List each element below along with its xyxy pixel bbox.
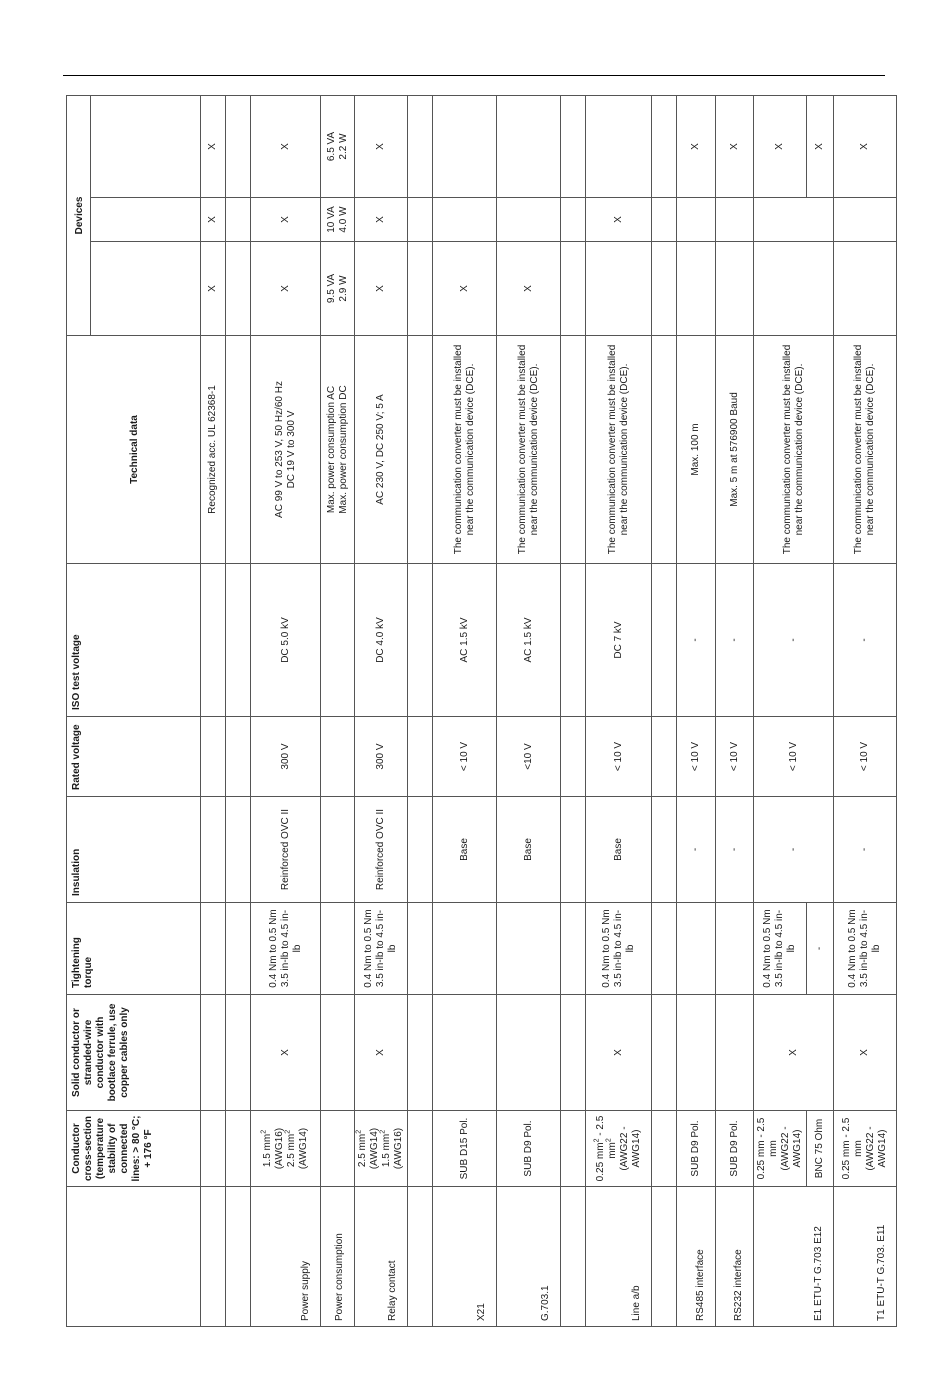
device-2-cell: X bbox=[201, 198, 226, 242]
rated-voltage-cell: < 10 V bbox=[677, 717, 716, 797]
technical-data-cell: Max. power consumption AC Max. power consumption DC bbox=[321, 336, 355, 564]
cross-section-cell: BNC 75 Ohm bbox=[807, 1111, 834, 1187]
device-2-cell: X bbox=[251, 198, 321, 242]
iso-test-cell: DC 7 kV bbox=[586, 564, 652, 717]
iso-test-cell: AC 1.5 kV bbox=[497, 564, 561, 717]
iso-test-cell: DC 5.0 kV bbox=[251, 564, 321, 717]
row-label-power-supply: Power supply bbox=[251, 1187, 321, 1327]
device-3-cell: X bbox=[754, 96, 807, 198]
insulation-cell: Base bbox=[497, 797, 561, 903]
iso-test-cell: AC 1.5 kV bbox=[433, 564, 497, 717]
device-1-cell: 9.5 VA 2.9 W bbox=[321, 242, 355, 336]
cross-section-cell: 2.5 $mm^2$ (AWG14) 1.5 $mm^2$ (AWG16) bbox=[355, 1111, 408, 1187]
table-row bbox=[586, 96, 652, 1327]
row-label-rs485: RS485 interface bbox=[677, 1187, 716, 1327]
table-row bbox=[677, 96, 716, 1327]
torque-cell: 0.4 Nm to 0.5 Nm 3.5 in-lb to 4.5 in-lb bbox=[355, 903, 408, 995]
table-row bbox=[834, 96, 897, 1327]
row-label-x21: X21 bbox=[433, 1187, 497, 1327]
device-3-cell: 6.5 VA 2.2 W bbox=[321, 96, 355, 198]
cross-section-header: Conductor cross-section (temperature stability of connected lines: > 80 °C; + 176 °F bbox=[67, 1111, 201, 1187]
table-row bbox=[355, 96, 408, 1327]
table-row bbox=[754, 96, 807, 1327]
row-label-power-consumption: Power consumption bbox=[321, 1187, 355, 1327]
header-rule bbox=[63, 75, 885, 76]
technical-data-cell: The communication converter must be installed near the communication device (DCE). bbox=[834, 336, 897, 564]
device-3-header bbox=[91, 96, 201, 198]
row-label-e1: E1 ETU-T G.703 E12 bbox=[754, 1187, 834, 1327]
table-row bbox=[251, 96, 321, 1327]
cross-section-cell: 0.25 $mm^2 - 2.5$ $mm^2$ (AWG22 - AWG14) bbox=[586, 1111, 652, 1187]
device-1-cell: X bbox=[251, 242, 321, 336]
iso-test-cell: - bbox=[716, 564, 754, 717]
technical-data-cell: The communication converter must be installed near the communication device (DCE). bbox=[586, 336, 652, 564]
table-row bbox=[201, 96, 226, 1327]
rated-voltage-cell: < 10 V bbox=[754, 717, 834, 797]
torque-cell: 0.4 Nm to 0.5 Nm 3.5 in-lb to 4.5 in-lb bbox=[834, 903, 897, 995]
technical-data-cell: Max. 100 m bbox=[677, 336, 716, 564]
torque-cell: 0.4 Nm to 0.5 Nm 3.5 in-lb to 4.5 in-lb bbox=[586, 903, 652, 995]
device-1-header bbox=[91, 242, 201, 336]
solid-conductor-header: Solid conductor or stranded-wire conductor with bootlace ferrule, use copper cables only bbox=[67, 995, 201, 1111]
row-label-t1: T1 ETU-T G.703. E11 bbox=[834, 1187, 897, 1327]
insulation-header: Insulation bbox=[67, 797, 201, 903]
spacer-row bbox=[561, 96, 586, 1327]
device-1-cell: X bbox=[201, 242, 226, 336]
rated-voltage-cell: 300 V bbox=[355, 717, 408, 797]
table-row bbox=[497, 96, 561, 1327]
insulation-cell: - bbox=[677, 797, 716, 903]
name-header bbox=[67, 1187, 201, 1327]
cross-section-cell: SUB D15 Pol. bbox=[433, 1111, 497, 1187]
insulation-cell: - bbox=[834, 797, 897, 903]
technical-data-cell: Max. 5 m at 576900 Baud bbox=[716, 336, 754, 564]
cross-section-cell: 1.5 $mm^2$ (AWG16) 2.5 $mm^2$ (AWG14) bbox=[251, 1111, 321, 1187]
device-3-cell: X bbox=[355, 96, 408, 198]
technical-data-cell: The communication converter must be installed near the communication device (DCE). bbox=[497, 336, 561, 564]
device-3-cell: X bbox=[201, 96, 226, 198]
rated-voltage-cell: <10 V bbox=[497, 717, 561, 797]
iso-test-header: ISO test voltage bbox=[67, 564, 201, 717]
device-1-cell: X bbox=[355, 242, 408, 336]
row-label-relay-contact: Relay contact bbox=[355, 1187, 408, 1327]
torque-cell: - bbox=[807, 903, 834, 995]
iso-test-cell: - bbox=[834, 564, 897, 717]
cross-section-cell: 0.25 mm - 2.5 mm (AWG22 - AWG14) bbox=[834, 1111, 897, 1187]
device-1-cell: X bbox=[497, 242, 561, 336]
insulation-cell: Reinforced OVC II bbox=[251, 797, 321, 903]
cross-section-cell: SUB D9 Pol. bbox=[497, 1111, 561, 1187]
rated-voltage-cell: < 10 V bbox=[834, 717, 897, 797]
header-row bbox=[67, 96, 91, 1327]
spacer-row bbox=[408, 96, 433, 1327]
device-3-cell: X bbox=[251, 96, 321, 198]
insulation-cell: Base bbox=[433, 797, 497, 903]
table-row bbox=[716, 96, 754, 1327]
cross-section-cell: SUB D9 Pol. bbox=[677, 1111, 716, 1187]
spacer-row bbox=[226, 96, 251, 1327]
cross-section-cell: 0.25 mm - 2.5 mm (AWG22 - AWG14) bbox=[754, 1111, 807, 1187]
spacer-row bbox=[652, 96, 677, 1327]
technical-data-cell: AC 230 V, DC 250 V; 5 A bbox=[355, 336, 408, 564]
technical-data-header: Technical data bbox=[67, 336, 201, 564]
technical-data-cell: Recognized acc. UL 62368-1 bbox=[201, 336, 226, 564]
solid-conductor-cell: X bbox=[834, 995, 897, 1111]
insulation-cell: - bbox=[716, 797, 754, 903]
technical-data-cell: The communication converter must be installed near the communication device (DCE). bbox=[433, 336, 497, 564]
device-3-cell: X bbox=[677, 96, 716, 198]
rated-voltage-cell: 300 V bbox=[251, 717, 321, 797]
row-label-g7031: G.703.1 bbox=[497, 1187, 561, 1327]
iso-test-cell: - bbox=[754, 564, 834, 717]
rated-voltage-cell: < 10 V bbox=[433, 717, 497, 797]
solid-conductor-cell: X bbox=[586, 995, 652, 1111]
solid-conductor-cell: X bbox=[355, 995, 408, 1111]
device-2-cell: X bbox=[586, 198, 652, 242]
table-row bbox=[321, 96, 355, 1327]
rated-voltage-cell: < 10 V bbox=[716, 717, 754, 797]
insulation-cell: - bbox=[754, 797, 834, 903]
torque-cell: 0.4 Nm to 0.5 Nm 3.5 in-lb to 4.5 in-lb bbox=[251, 903, 321, 995]
device-3-cell: X bbox=[807, 96, 834, 198]
insulation-cell: Reinforced OVC II bbox=[355, 797, 408, 903]
solid-conductor-cell: X bbox=[754, 995, 834, 1111]
torque-cell: 0.4 Nm to 0.5 Nm 3.5 in-lb to 4.5 in-lb bbox=[754, 903, 807, 995]
technical-data-cell: AC 99 V to 253 V, 50 Hz/60 Hz DC 19 V to 300 V bbox=[251, 336, 321, 564]
rated-voltage-cell: < 10 V bbox=[586, 717, 652, 797]
device-2-cell: 10 VA 4.0 W bbox=[321, 198, 355, 242]
iso-test-cell: - bbox=[677, 564, 716, 717]
spec-table bbox=[66, 95, 897, 1327]
torque-header: Tightening torque bbox=[67, 903, 201, 995]
device-3-cell: X bbox=[716, 96, 754, 198]
device-2-cell: X bbox=[355, 198, 408, 242]
cross-section-cell: SUB D9 Pol. bbox=[716, 1111, 754, 1187]
rated-voltage-header: Rated voltage bbox=[67, 717, 201, 797]
technical-data-cell: The communication converter must be installed near the communication device (DCE). bbox=[754, 336, 834, 564]
row-label-rs232: RS232 interface bbox=[716, 1187, 754, 1327]
insulation-cell: Base bbox=[586, 797, 652, 903]
spec-table-container bbox=[66, 96, 888, 1327]
device-2-header bbox=[91, 198, 201, 242]
devices-header: Devices bbox=[67, 96, 91, 336]
table-row bbox=[433, 96, 497, 1327]
iso-test-cell: DC 4.0 kV bbox=[355, 564, 408, 717]
device-1-cell: X bbox=[433, 242, 497, 336]
solid-conductor-cell: X bbox=[251, 995, 321, 1111]
device-3-cell: X bbox=[834, 96, 897, 198]
row-label-line-ab: Line a/b bbox=[586, 1187, 652, 1327]
